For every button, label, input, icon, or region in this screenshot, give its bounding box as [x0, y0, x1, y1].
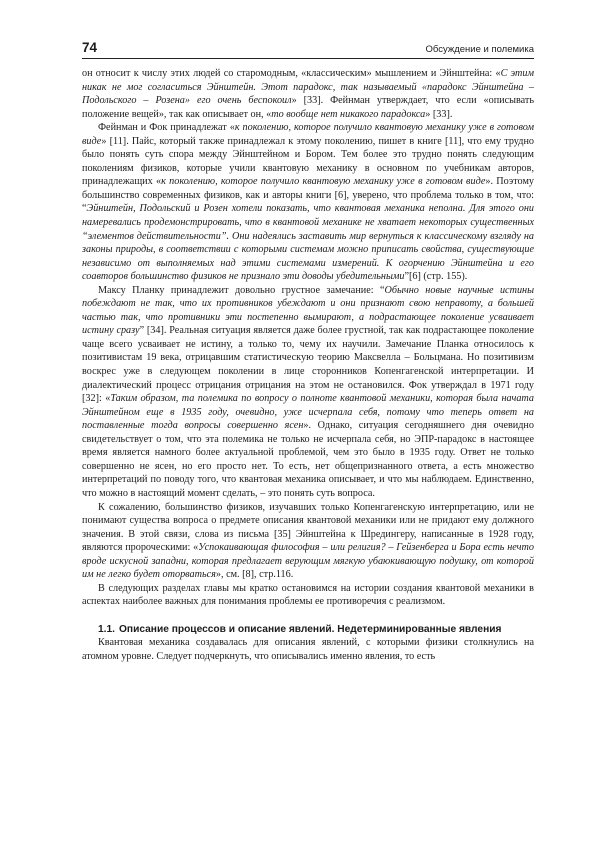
text-run: ». Однако, ситуация сегодняшнего дня очевидно свидетельствует о том, что эта полемика не только не исчерпала себя, но ЭПР-парадокс в настоящее время является намного более актуальной проблемой, чем это было в 1935 году. Ответ не только совершенно не ясен, но его просто нет. То есть, нет общепризнанного ответа, а есть множество интерпретаций по поводу того, что квантовая механика описывает, и что мы наблюдаем. Единственно, что можно в настоящий момент сделать, – это понять суть вопроса. — [82, 420, 534, 499]
text-run: Фейнман и Фок принадлежат « — [98, 122, 235, 134]
text-run: » [33]. Фейнман утверждает, что если «описывать положение вещей», так как описывает он, « — [82, 95, 534, 120]
body-text — [82, 67, 534, 664]
quote-italic: к поколению, которое получило квантовую механику уже в готовом виде — [161, 176, 486, 188]
text-run: он относит к числу этих людей со старомодным, «классическим» мышлением и Эйнштейна: « — [82, 68, 501, 79]
quote-italic: Обычно новые научные истины побеждают не так, что их противников убеждают и они признают свою неправоту, а большей частью так, что противники эти постепенно вымирают, а подрастающее поколение усваивает истину сразу — [82, 284, 534, 337]
text-run: В следующих разделах главы мы кратко остановимся на истории создания квантовой механики в аспектах наиболее важных для понимания проблемы ее противоречия с реализмом. — [82, 582, 534, 608]
paragraph — [82, 582, 534, 609]
text-run: » [33]. — [425, 108, 453, 120]
text-run: ». Поэтому большинство современных физиков, как и авторы книги [6], уверено, что проблема только в том, что: “ — [82, 176, 534, 215]
paragraph — [82, 284, 534, 501]
quote-italic: то вообще нет никакого парадокса — [271, 108, 426, 120]
paragraph — [82, 501, 534, 582]
section-number: 1.1. — [98, 623, 115, 635]
quote-italic: к поколению, которое получило квантовую механику уже в готовом виде — [82, 122, 534, 147]
section-title: Описание процессов и описание явлений. Недетерминированные явления — [119, 623, 502, 635]
paragraph — [82, 67, 534, 121]
section-heading — [82, 623, 534, 637]
page-number: 74 — [82, 40, 98, 55]
text-run: К сожалению, большинство физиков, изучавших только Копенгагенскую интерпретацию, или не понимают существа вопроса о предмете описания квантовой механики или не придают ему должного значения. В этой связи, слова из письма [35] Эйнштейна к Шредингеру, написанные в 1928 году, являются пророческими: « — [82, 501, 534, 554]
quote-italic: Таким образом, та полемика по вопросу о полноте квантовой механики, которая была начата Эйнштейном еще в 1935 году, очевидно, уже исчерпала себя, потому что теперь ответ на поставленные тогда вопросы совершенно ясен — [82, 393, 534, 432]
running-title: Обсуждение и полемика — [425, 44, 534, 55]
text-run: ” [34]. Реальная ситуация является даже более грустной, так как подрастающее поколение чаще всего усваивает не истину, а только то, чему их научили. Замечание Планка относилось к позитивистам 19 века, отрицавшим статистическую теорию Максвелла – Больцмана. Но позитивизм воскрес уже в следующем поколении в лице сторонников Копенгагенской интерпретации. И диалектический процесс отрицания отрицания на этом не остановился. Фок утверждал в 1971 году [32]: « — [82, 325, 534, 405]
running-head — [82, 40, 534, 59]
paragraph — [82, 121, 534, 284]
text-run: ”[6] (стр. 155). — [404, 271, 468, 283]
text-run: », см. [8], стр.116. — [215, 569, 294, 581]
quote-italic: С этим никак не мог согласиться Эйнштейн. Этот парадокс, так называемый «парадокс Эйнштейна – Подольского – Розена» его очень беспокоил — [82, 68, 534, 107]
text-run: » [11]. Пайс, который также принадлежал к этому поколению, пишет в книге [11], что ему трудно было понять суть спора между Эйнштейном и Бором. Тем более это трудно понять следующим поколениям физиков, которые учили квантовую механику в основном по учебникам авторов, принадлежащих « — [82, 135, 534, 188]
paragraph: Квантовая механика создавалась для описания явлений, с которыми физики столкнулись на атомном уровне. Следует подчеркнуть, что описывались именно явления, то есть — [82, 637, 534, 662]
quote-italic: Эйнштейн, Подольский и Розен хотели показать, что квантовая механика неполна. Для этого они намеревались продемонстрировать, что в квантовой механике не хватает некоторых существенных “элементов действительности”. Они надеялись заставить мир вернуться к классическому взгляду на законы природы, в соответствии с которыми системам можно приписать свойства, существующие независимо от выполняемых над этими системами измерений. К огорчению Эйнштейна и его соавторов большинство физиков не признало эти доводы убедительными — [82, 203, 534, 283]
text-run: Максу Планку принадлежит довольно грустное замечание: “ — [98, 284, 385, 296]
quote-italic: Успокаивающая философия – или религия? – Гейзенберга и Бора есть нечто вроде искусной западни, которая предлагает верующим мягкую убаюкивающую подушку, от которой им не легко будет оторваться — [82, 542, 534, 581]
